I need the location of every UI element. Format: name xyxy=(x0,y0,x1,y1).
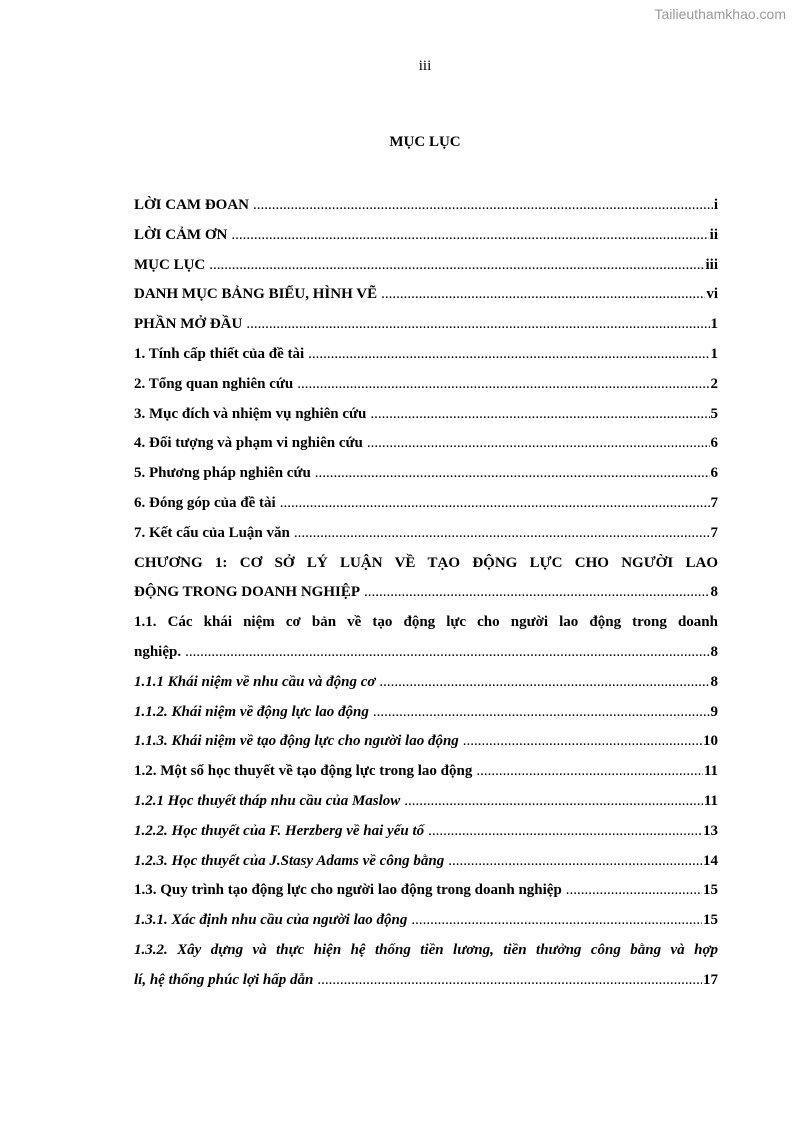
toc-entry[interactable] xyxy=(134,370,718,400)
toc-entry-page: 11 xyxy=(703,763,718,780)
toc-entry-page: 14 xyxy=(703,852,718,869)
toc-entry-label: 1.2.1 Học thuyết tháp nhu cầu của Maslow xyxy=(134,792,401,809)
toc-dot-leader xyxy=(566,876,702,906)
toc-entry-label: nghiệp. xyxy=(134,643,182,660)
toc-dot-leader xyxy=(253,191,713,221)
toc-entry[interactable] xyxy=(134,221,718,251)
toc-entry-label: 2. Tổng quan nghiên cứu xyxy=(134,375,294,392)
toc-entry-page: 15 xyxy=(703,882,718,899)
toc-entry-page: 5 xyxy=(710,405,718,422)
toc-entry[interactable] xyxy=(134,519,718,549)
page-number: iii xyxy=(418,58,432,74)
toc-entry[interactable] xyxy=(134,310,718,340)
toc-entry-page: 9 xyxy=(710,703,718,720)
toc-entry-label: ĐỘNG TRONG DOANH NGHIỆP xyxy=(134,584,360,601)
toc-entry-page: 8 xyxy=(710,643,718,660)
toc-dot-leader xyxy=(411,906,702,936)
toc-entry-label: 4. Đối tượng và phạm vi nghiên cứu xyxy=(134,435,363,452)
toc-dot-leader xyxy=(185,638,709,668)
toc-entry-label: 1.2. Một số học thuyết về tạo động lực trong lao động xyxy=(134,763,473,780)
toc-entry-line1 xyxy=(134,936,718,966)
toc-entry-label: CHƯƠNG 1: CƠ SỞ LÝ LUẬN VỀ TẠO ĐỘNG LỰC CHO NGƯỜI LAO xyxy=(134,554,718,571)
toc-entry-page: 15 xyxy=(703,912,718,929)
toc-entry[interactable] xyxy=(134,191,718,221)
toc-entry-page: 17 xyxy=(703,971,718,988)
toc-dot-leader xyxy=(463,727,702,757)
toc-entry-label: 1.3.1. Xác định nhu cầu của người lao động xyxy=(134,912,408,929)
toc-entry-label: DANH MỤC BẢNG BIỂU, HÌNH VẼ xyxy=(134,286,378,303)
toc-entry-label: 1.2.3. Học thuyết của J.Stasy Adams về công bằng xyxy=(134,852,445,869)
toc-entry[interactable] xyxy=(134,668,718,698)
toc-dot-leader xyxy=(246,310,709,340)
toc-entry-page: 6 xyxy=(710,465,718,482)
toc-entry-label: 6. Đóng góp của đề tài xyxy=(134,494,276,511)
toc-entry-page: i xyxy=(713,197,718,213)
toc-dot-leader xyxy=(294,519,710,549)
toc-entry-page: vi xyxy=(706,286,718,303)
toc-dot-leader xyxy=(280,489,710,519)
toc-entry-label: 1.3. Quy trình tạo động lực cho người lao động trong doanh nghiệp xyxy=(134,882,562,899)
toc-entry[interactable] xyxy=(134,817,718,847)
toc-entry-page: 7 xyxy=(710,524,718,541)
toc-entry-label: 5. Phương pháp nghiên cứu xyxy=(134,465,311,482)
toc-entry[interactable] xyxy=(134,459,718,489)
toc-dot-leader xyxy=(373,698,710,728)
toc-entry-page: 7 xyxy=(710,494,718,511)
toc-dot-leader xyxy=(379,668,709,698)
toc-entry-page: 1 xyxy=(710,316,718,333)
toc-entry[interactable] xyxy=(134,876,718,906)
toc-entry-page: iii xyxy=(705,256,718,273)
toc-entry[interactable] xyxy=(134,906,718,936)
toc-entry[interactable] xyxy=(134,340,718,370)
toc-dot-leader xyxy=(209,251,704,281)
toc-dot-leader xyxy=(370,400,709,430)
toc-entry-label: 3. Mục đích và nhiệm vụ nghiên cứu xyxy=(134,405,367,422)
toc-entry-label: LỜI CẢM ƠN xyxy=(134,226,228,243)
toc-entry[interactable] xyxy=(134,966,718,996)
toc-entry[interactable] xyxy=(134,638,718,668)
toc-entry[interactable] xyxy=(134,251,718,281)
toc-entry-line1 xyxy=(134,608,718,638)
toc-entry-page: 11 xyxy=(703,792,718,809)
toc-entry-label: PHẦN MỞ ĐẦU xyxy=(134,316,243,333)
toc-dot-leader xyxy=(367,429,710,459)
table-of-contents xyxy=(134,191,718,996)
toc-entry-label: 1.1.3. Khái niệm về tạo động lực cho người lao động xyxy=(134,733,459,750)
toc-entry-label: MỤC LỤC xyxy=(134,256,206,273)
toc-dot-leader xyxy=(476,757,702,787)
toc-entry-label: 1. Tính cấp thiết của đề tài xyxy=(134,345,305,362)
toc-entry[interactable] xyxy=(134,578,718,608)
toc-dot-leader xyxy=(297,370,709,400)
toc-entry-label: 1.1.2. Khái niệm về động lực lao động xyxy=(134,703,369,720)
toc-entry-page: 6 xyxy=(710,435,718,452)
toc-entry[interactable] xyxy=(134,400,718,430)
toc-dot-leader xyxy=(428,817,702,847)
toc-entry-label: 1.3.2. Xây dựng và thực hiện hệ thống tiền lương, tiền thưởng công bằng và hợp xyxy=(134,941,718,958)
toc-entry-line1 xyxy=(134,549,718,579)
toc-entry-page: 1 xyxy=(710,345,718,362)
toc-dot-leader xyxy=(448,847,702,877)
toc-entry-page: ii xyxy=(709,226,718,243)
toc-entry[interactable] xyxy=(134,698,718,728)
toc-dot-leader xyxy=(364,578,710,608)
toc-entry-page: 13 xyxy=(703,822,718,839)
toc-entry-label: 7. Kết cấu của Luận văn xyxy=(134,524,290,541)
toc-dot-leader xyxy=(381,280,705,310)
toc-entry-page: 10 xyxy=(703,733,718,750)
toc-entry[interactable] xyxy=(134,787,718,817)
toc-entry-label: 1.1. Các khái niệm cơ bản về tạo động lực cho người lao động trong doanh xyxy=(134,614,718,631)
toc-dot-leader xyxy=(308,340,709,370)
toc-entry[interactable] xyxy=(134,280,718,310)
toc-dot-leader xyxy=(231,221,708,251)
toc-entry[interactable] xyxy=(134,429,718,459)
toc-dot-leader xyxy=(404,787,703,817)
toc-dot-leader xyxy=(317,966,702,996)
toc-entry-page: 8 xyxy=(710,584,718,601)
toc-entry-label: 1.2.2. Học thuyết của F. Herzberg về hai yếu tố xyxy=(134,822,425,839)
toc-entry-page: 2 xyxy=(710,375,718,392)
toc-entry-page: 8 xyxy=(710,673,718,690)
toc-entry[interactable] xyxy=(134,727,718,757)
toc-entry-label: LỜI CAM ĐOAN xyxy=(134,197,249,213)
toc-entry[interactable] xyxy=(134,847,718,877)
page-title: MỤC LỤC xyxy=(389,134,461,150)
toc-dot-leader xyxy=(315,459,710,489)
toc-entry[interactable] xyxy=(134,489,718,519)
toc-entry[interactable] xyxy=(134,757,718,787)
toc-entry-label: 1.1.1 Khái niệm về nhu cầu và động cơ xyxy=(134,673,376,690)
toc-entry-label: lí, hệ thống phúc lợi hấp dẫn xyxy=(134,971,314,988)
watermark: Tailieuthamkhao.com xyxy=(654,6,786,22)
